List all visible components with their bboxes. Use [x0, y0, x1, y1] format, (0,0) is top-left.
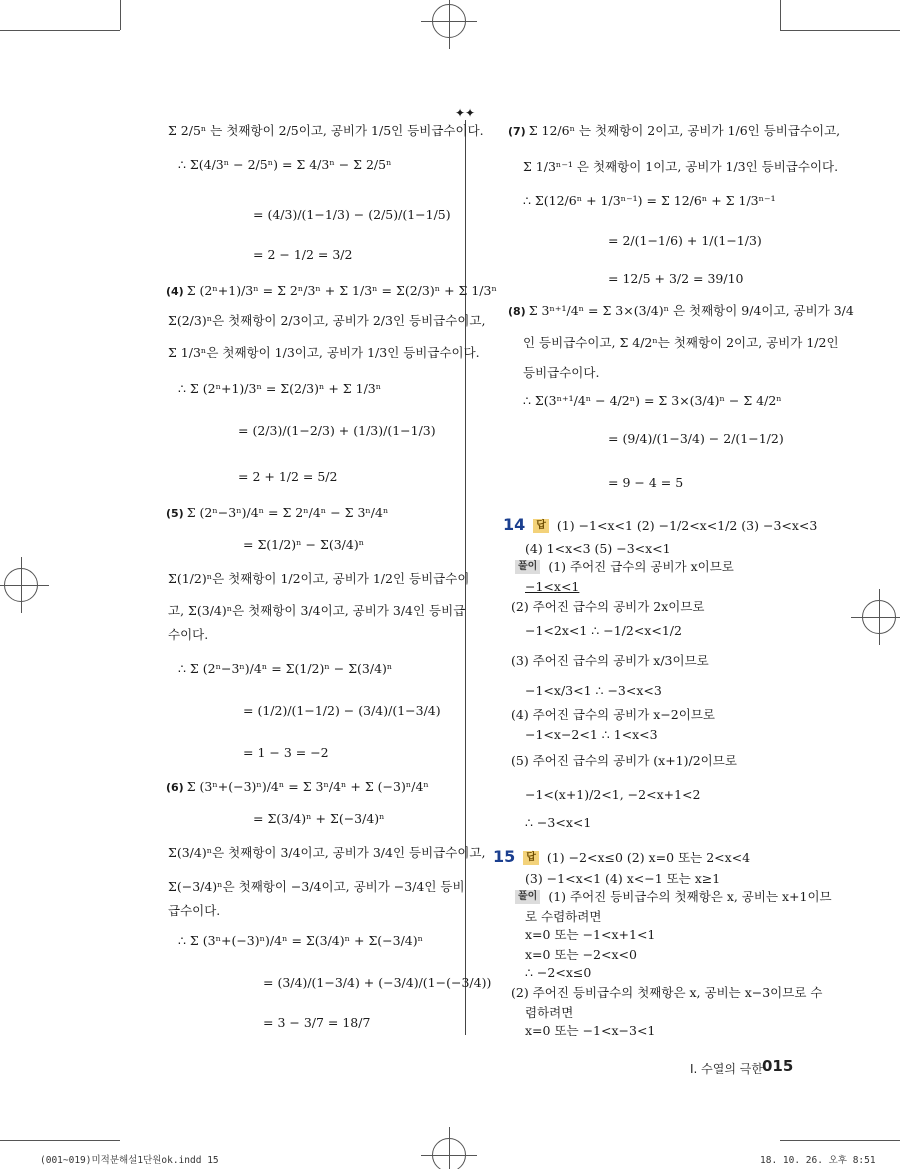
left-line: ∴ Σ(4/3ⁿ − 2/5ⁿ) = Σ 4/3ⁿ − Σ 2/5ⁿ [178, 157, 392, 172]
left-line: (6) Σ (3ⁿ+(−3)ⁿ)/4ⁿ = Σ 3ⁿ/4ⁿ + Σ (−3)ⁿ/4ⁿ [166, 779, 429, 794]
problem-number: 15 [493, 847, 516, 866]
left-line: = Σ(3/4)ⁿ + Σ(−3/4)ⁿ [253, 811, 385, 826]
solution-line: −1<x/3<1 ∴ −3<x<3 [525, 683, 662, 698]
column-ornament: ✦✦ [455, 106, 476, 120]
crop-mark-top [0, 30, 120, 31]
problem-15-answers: 15 답 (1) −2<x≤0 (2) x=0 또는 2<x<4 [493, 847, 751, 866]
chapter-label: I. 수열의 극한 [690, 1062, 763, 1076]
crop-mark-right [780, 0, 781, 30]
solution-line: −1<2x<1 ∴ −1/2<x<1/2 [525, 623, 682, 638]
left-line: ∴ Σ (3ⁿ+(−3)ⁿ)/4ⁿ = Σ(3/4)ⁿ + Σ(−3/4)ⁿ [178, 933, 424, 948]
problem-14-answers-line2: (4) 1<x<3 (5) −3<x<1 [525, 541, 671, 556]
right-line: ∴ Σ(12/6ⁿ + 1/3ⁿ⁻¹) = Σ 12/6ⁿ + Σ 1/3ⁿ⁻¹ [523, 193, 776, 208]
problem-number: 14 [503, 515, 526, 534]
solution-line: x=0 또는 −1<x−3<1 [525, 1023, 656, 1038]
right-line: = 2/(1−1/6) + 1/(1−1/3) [608, 233, 762, 248]
right-line: 등비급수이다. [523, 365, 600, 380]
left-line: = 1 − 3 = −2 [243, 745, 329, 760]
left-line: 수이다. [168, 627, 209, 642]
left-line: Σ 2/5ⁿ 는 첫째항이 2/5이고, 공비가 1/5인 등비급수이다. [168, 123, 484, 138]
registration-mark-bottom [432, 1138, 466, 1169]
left-line: ∴ Σ (2ⁿ−3ⁿ)/4ⁿ = Σ(1/2)ⁿ − Σ(3/4)ⁿ [178, 661, 393, 676]
right-line: = 9 − 4 = 5 [608, 475, 684, 490]
left-line: = (4/3)/(1−1/3) − (2/5)/(1−1/5) [253, 207, 451, 222]
crop-mark-top-right [780, 30, 900, 31]
crop-mark-left [120, 0, 121, 30]
right-line: Σ 1/3ⁿ⁻¹ 은 첫째항이 1이고, 공비가 1/3인 등비급수이다. [523, 159, 839, 174]
solution-line: (3) 주어진 급수의 공비가 x/3이므로 [511, 653, 709, 668]
registration-mark-right [862, 600, 896, 634]
solution-line: 로 수렴하려면 [525, 909, 602, 924]
left-line: = Σ(1/2)ⁿ − Σ(3/4)ⁿ [243, 537, 365, 552]
right-line: ∴ Σ(3ⁿ⁺¹/4ⁿ − 4/2ⁿ) = Σ 3×(3/4)ⁿ − Σ 4/2ⁿ [523, 393, 782, 408]
left-line: Σ 1/3ⁿ은 첫째항이 1/3이고, 공비가 1/3인 등비급수이다. [168, 345, 480, 360]
left-line: Σ(2/3)ⁿ은 첫째항이 2/3이고, 공비가 2/3인 등비급수이고, [168, 313, 486, 328]
right-line: 인 등비급수이고, Σ 4/2ⁿ는 첫째항이 2이고, 공비가 1/2인 [523, 335, 839, 350]
answer-badge: 답 [523, 851, 539, 865]
left-line: 급수이다. [168, 903, 221, 918]
problem-15-solution-line: 풀이 (1) 주어진 등비급수의 첫째항은 x, 공비는 x+1이므 [511, 888, 832, 906]
right-line: = (9/4)/(1−3/4) − 2/(1−1/2) [608, 431, 784, 446]
left-line: = 2 − 1/2 = 3/2 [253, 247, 353, 262]
solution-line: −1<(x+1)/2<1, −2<x+1<2 [525, 787, 701, 802]
left-line: = 2 + 1/2 = 5/2 [238, 469, 338, 484]
crop-mark-bottom [0, 1140, 120, 1141]
problem-14-solution-line: 풀이 (1) 주어진 급수의 공비가 x이므로 [511, 558, 734, 576]
solution-line: ∴ −3<x<1 [525, 815, 592, 830]
solution-line: x=0 또는 −1<x+1<1 [525, 927, 656, 942]
crop-mark-bottom-right [780, 1140, 900, 1141]
solution-line: 렴하려면 [525, 1005, 574, 1020]
solution-line: (5) 주어진 급수의 공비가 (x+1)/2이므로 [511, 753, 737, 768]
left-line: = 3 − 3/7 = 18/7 [263, 1015, 371, 1030]
solution-badge: 풀이 [515, 890, 540, 904]
left-line: = (3/4)/(1−3/4) + (−3/4)/(1−(−3/4)) [263, 975, 492, 990]
left-line: Σ(3/4)ⁿ은 첫째항이 3/4이고, 공비가 3/4인 등비급수이고, [168, 845, 486, 860]
answer-badge: 답 [533, 519, 549, 533]
solution-line: (4) 주어진 급수의 공비가 x−2이므로 [511, 707, 715, 722]
left-line: Σ(−3/4)ⁿ은 첫째항이 −3/4이고, 공비가 −3/4인 등비 [168, 879, 465, 894]
problem-14-answers: 14 답 (1) −1<x<1 (2) −1/2<x<1/2 (3) −3<x<3 [503, 515, 818, 534]
solution-badge: 풀이 [515, 560, 540, 574]
left-line: Σ(1/2)ⁿ은 첫째항이 1/2이고, 공비가 1/2인 등비급수이 [168, 571, 470, 586]
file-slug: (001~019)미적분해설1단원ok.indd 15 [40, 1155, 219, 1166]
left-line: = (1/2)/(1−1/2) − (3/4)/(1−3/4) [243, 703, 441, 718]
right-line: = 12/5 + 3/2 = 39/10 [608, 271, 744, 286]
solution-line: (2) 주어진 급수의 공비가 2x이므로 [511, 599, 705, 614]
registration-mark-left [4, 568, 38, 602]
left-line: 고, Σ(3/4)ⁿ은 첫째항이 3/4이고, 공비가 3/4인 등비급 [168, 603, 466, 618]
print-timestamp: 18. 10. 26. 오후 8:51 [760, 1155, 876, 1166]
solution-line: −1<x<1 [525, 579, 580, 594]
left-line: ∴ Σ (2ⁿ+1)/3ⁿ = Σ(2/3)ⁿ + Σ 1/3ⁿ [178, 381, 382, 396]
right-line: (7) Σ 12/6ⁿ 는 첫째항이 2이고, 공비가 1/6인 등비급수이고, [508, 123, 841, 138]
left-line: (4) Σ (2ⁿ+1)/3ⁿ = Σ 2ⁿ/3ⁿ + Σ 1/3ⁿ = Σ(2/3)ⁿ + Σ 1/3ⁿ [166, 283, 497, 298]
solution-line: −1<x−2<1 ∴ 1<x<3 [525, 727, 658, 742]
left-line: (5) Σ (2ⁿ−3ⁿ)/4ⁿ = Σ 2ⁿ/4ⁿ − Σ 3ⁿ/4ⁿ [166, 505, 389, 520]
registration-mark-top [432, 4, 466, 38]
solution-line: (2) 주어진 등비급수의 첫째항은 x, 공비는 x−3이므로 수 [511, 985, 823, 1000]
page-number: 015 [762, 1057, 794, 1075]
problem-15-answers-line2: (3) −1<x<1 (4) x<−1 또는 x≥1 [525, 871, 721, 886]
solution-line: ∴ −2<x≤0 [525, 965, 592, 980]
solution-line: x=0 또는 −2<x<0 [525, 947, 637, 962]
left-line: = (2/3)/(1−2/3) + (1/3)/(1−1/3) [238, 423, 436, 438]
right-line: (8) Σ 3ⁿ⁺¹/4ⁿ = Σ 3×(3/4)ⁿ 은 첫째항이 9/4이고, 공비가 3/4 [508, 303, 854, 318]
